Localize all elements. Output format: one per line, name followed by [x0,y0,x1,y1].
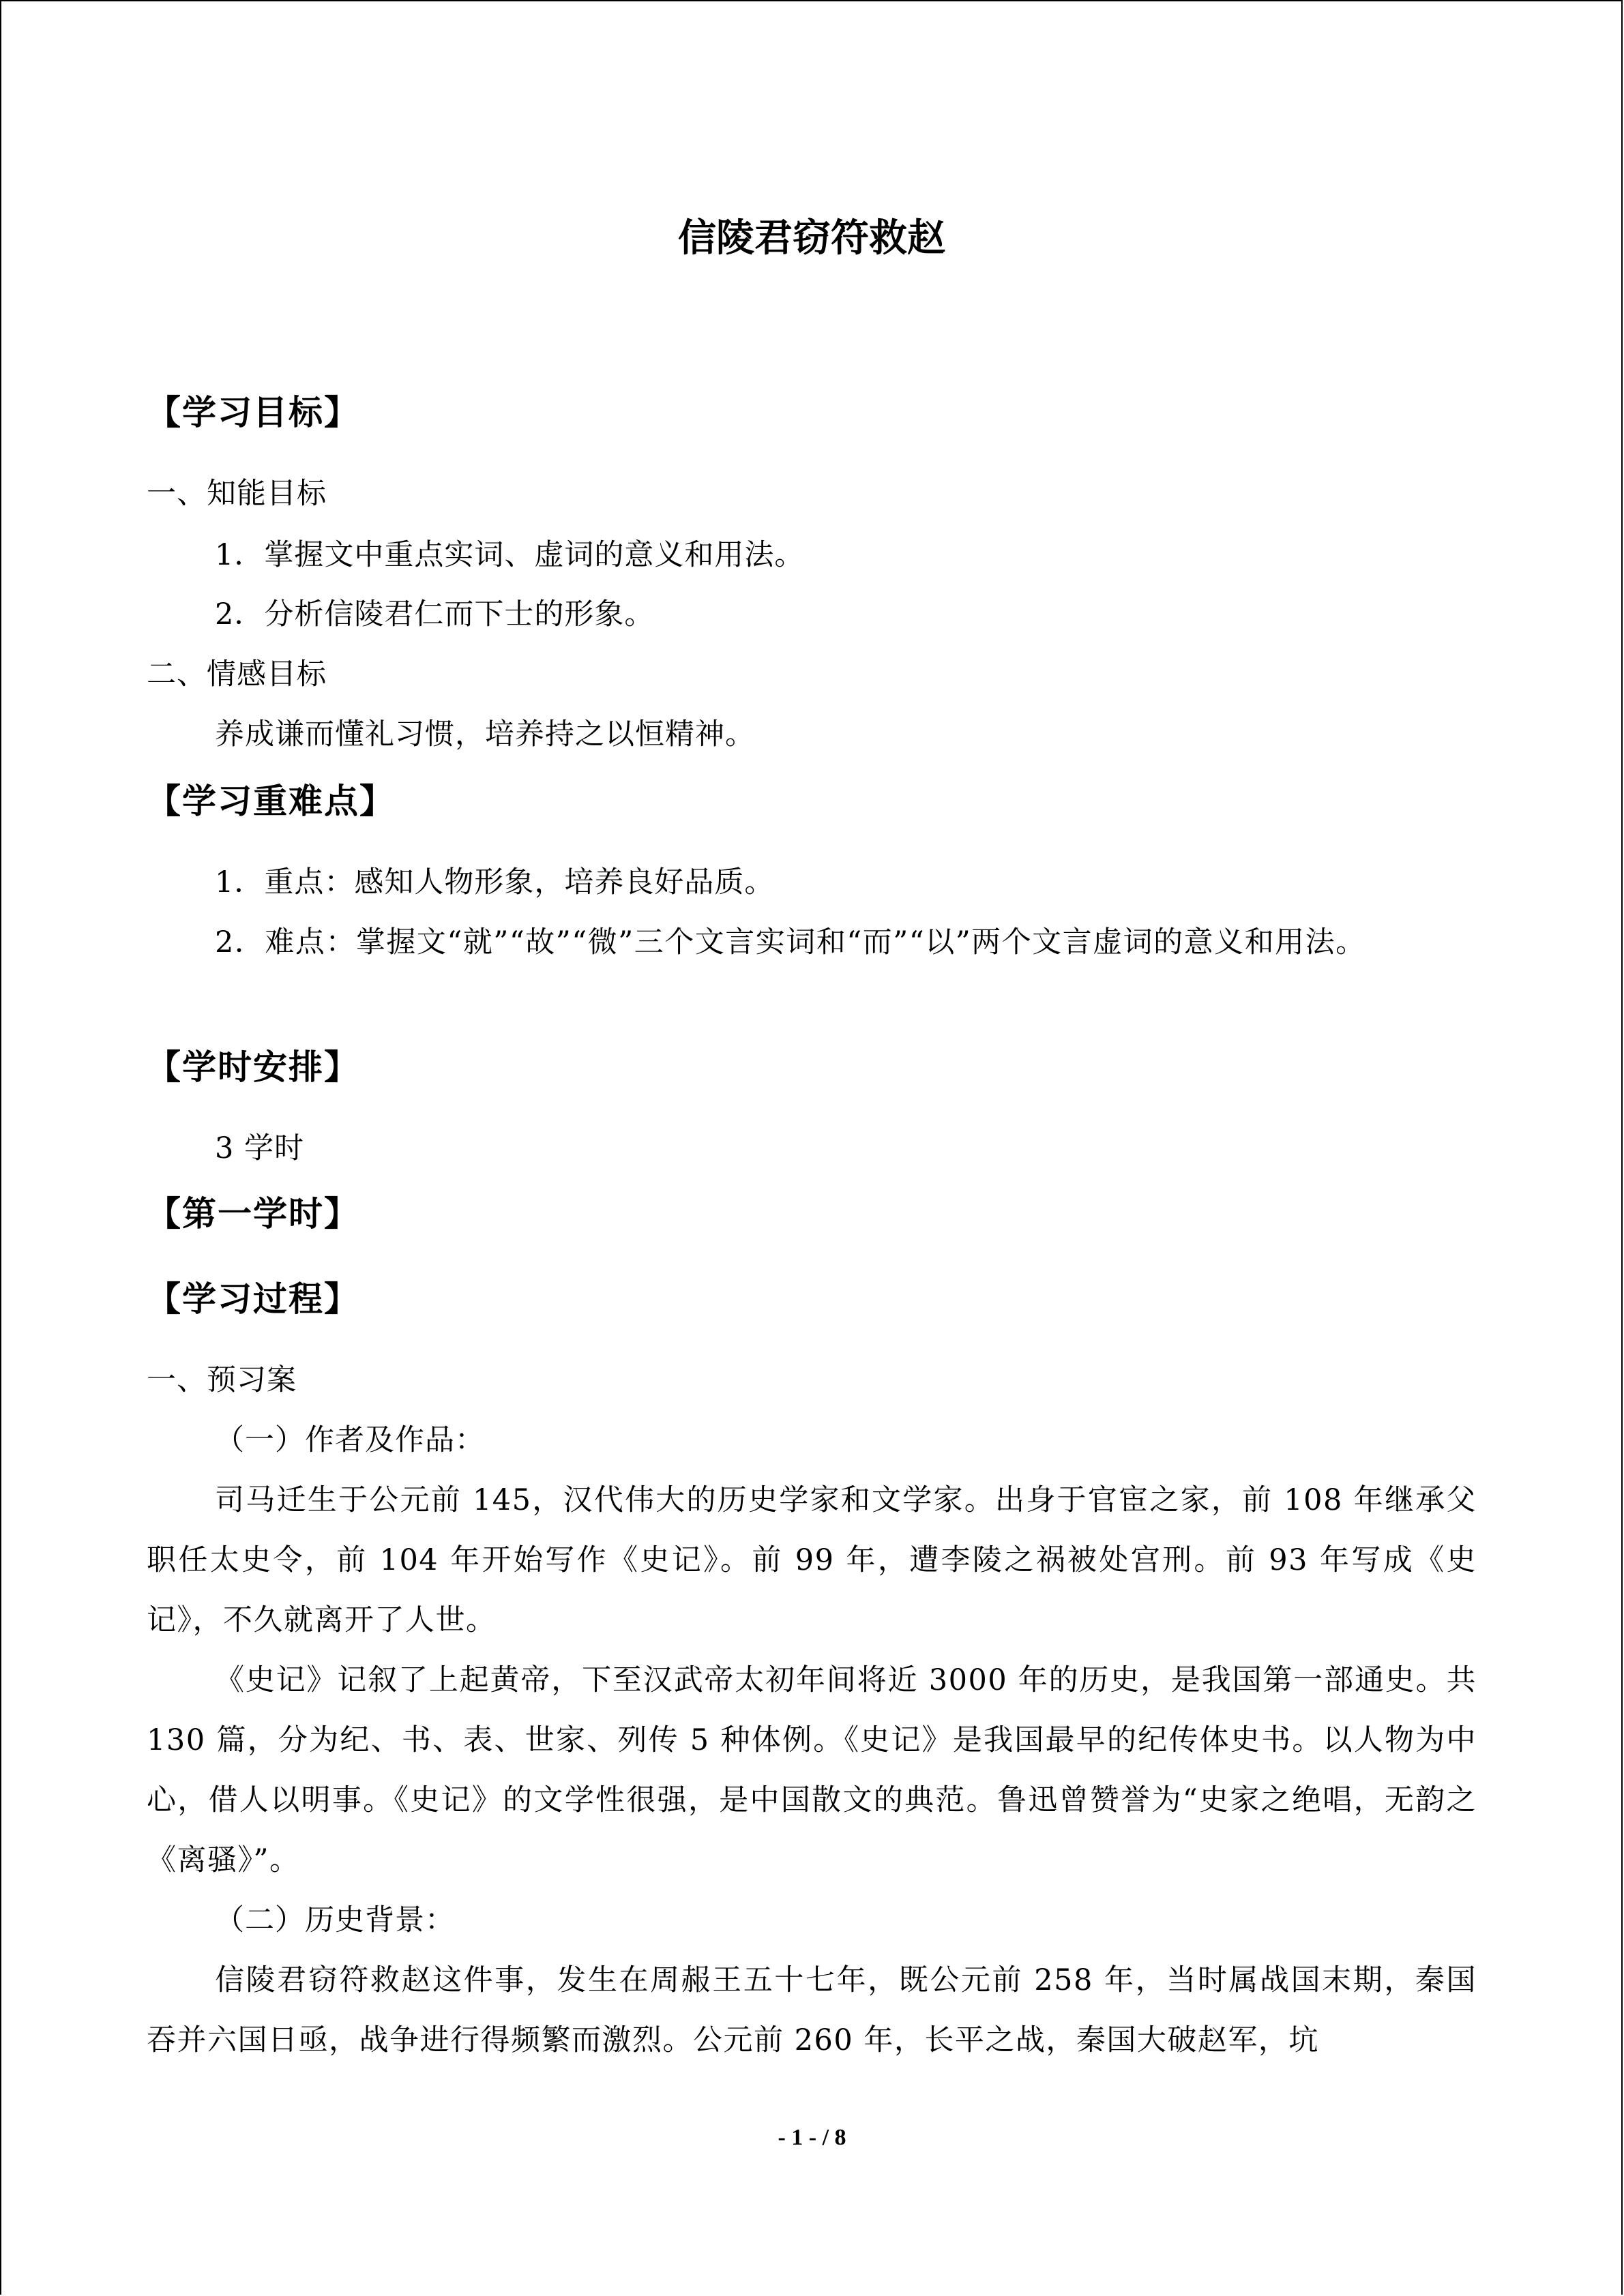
goal-item-1: 1．掌握文中重点实词、虚词的意义和用法。 [215,538,805,572]
key-point-item: 1．重点：感知人物形象，培养良好品质。 [215,865,775,899]
document-title: 信陵君窃符救赵 [678,216,945,260]
heading-key-difficult-points: 【学习重难点】 [147,781,395,821]
paragraph-background: 信陵君窃符救赵这件事，发生在周赧王五十七年，既公元前 258 年，当时属战国末期，秦国吞并六国日亟，战争进行得频繁而激烈。公元前 260 年，长平之战，秦国大破赵军，坑 [147,1963,1477,2057]
difficult-point-item: 2．难点：掌握文“就”“故”“微”三个文言实词和“而”“以”两个文言虚词的意义和用法。 [215,925,1366,959]
paragraph-author: 司马迁生于公元前 145，汉代伟大的历史学家和文学家。出身于官宦之家，前 108 年继承父职任太史令，前 104 年开始写作《史记》。前 99 年，遭李陵之祸被处宫刑。前 93 年写成《史记》，不久就离开了人世。 [147,1483,1477,1637]
goal-item-2: 2．分析信陵君仁而下士的形象。 [215,597,655,631]
subheading-background: （二）历史背景： [215,1903,455,1937]
heading-first-period: 【第一学时】 [147,1194,359,1234]
page-number: - 1 - / 8 [778,2125,846,2150]
subheading-preview: 一、预习案 [147,1363,297,1397]
schedule-text: 3 学时 [215,1131,305,1165]
heading-learning-process: 【学习过程】 [147,1279,359,1319]
subheading-author-works: （一）作者及作品： [215,1423,485,1457]
subheading-knowledge-goals: 一、知能目标 [147,477,327,511]
emotion-goal-text: 养成谦而懂礼习惯，培养持之以恒精神。 [215,717,755,751]
heading-learning-goals: 【学习目标】 [147,393,359,432]
heading-schedule: 【学时安排】 [147,1047,359,1087]
subheading-emotion-goals: 二、情感目标 [147,657,327,691]
paragraph-shiji: 《史记》记叙了上起黄帝，下至汉武帝太初年间将近 3000 年的历史，是我国第一部通史。共 130 篇，分为纪、书、表、世家、列传 5 种体例。《史记》是我国最早的纪传体史书。以人物为中心，借人以明事。《史记》的文学性很强，是中国散文的典范。鲁迅曾赞誉为“史家之绝唱，无韵之《离骚》”。 [147,1663,1477,1877]
